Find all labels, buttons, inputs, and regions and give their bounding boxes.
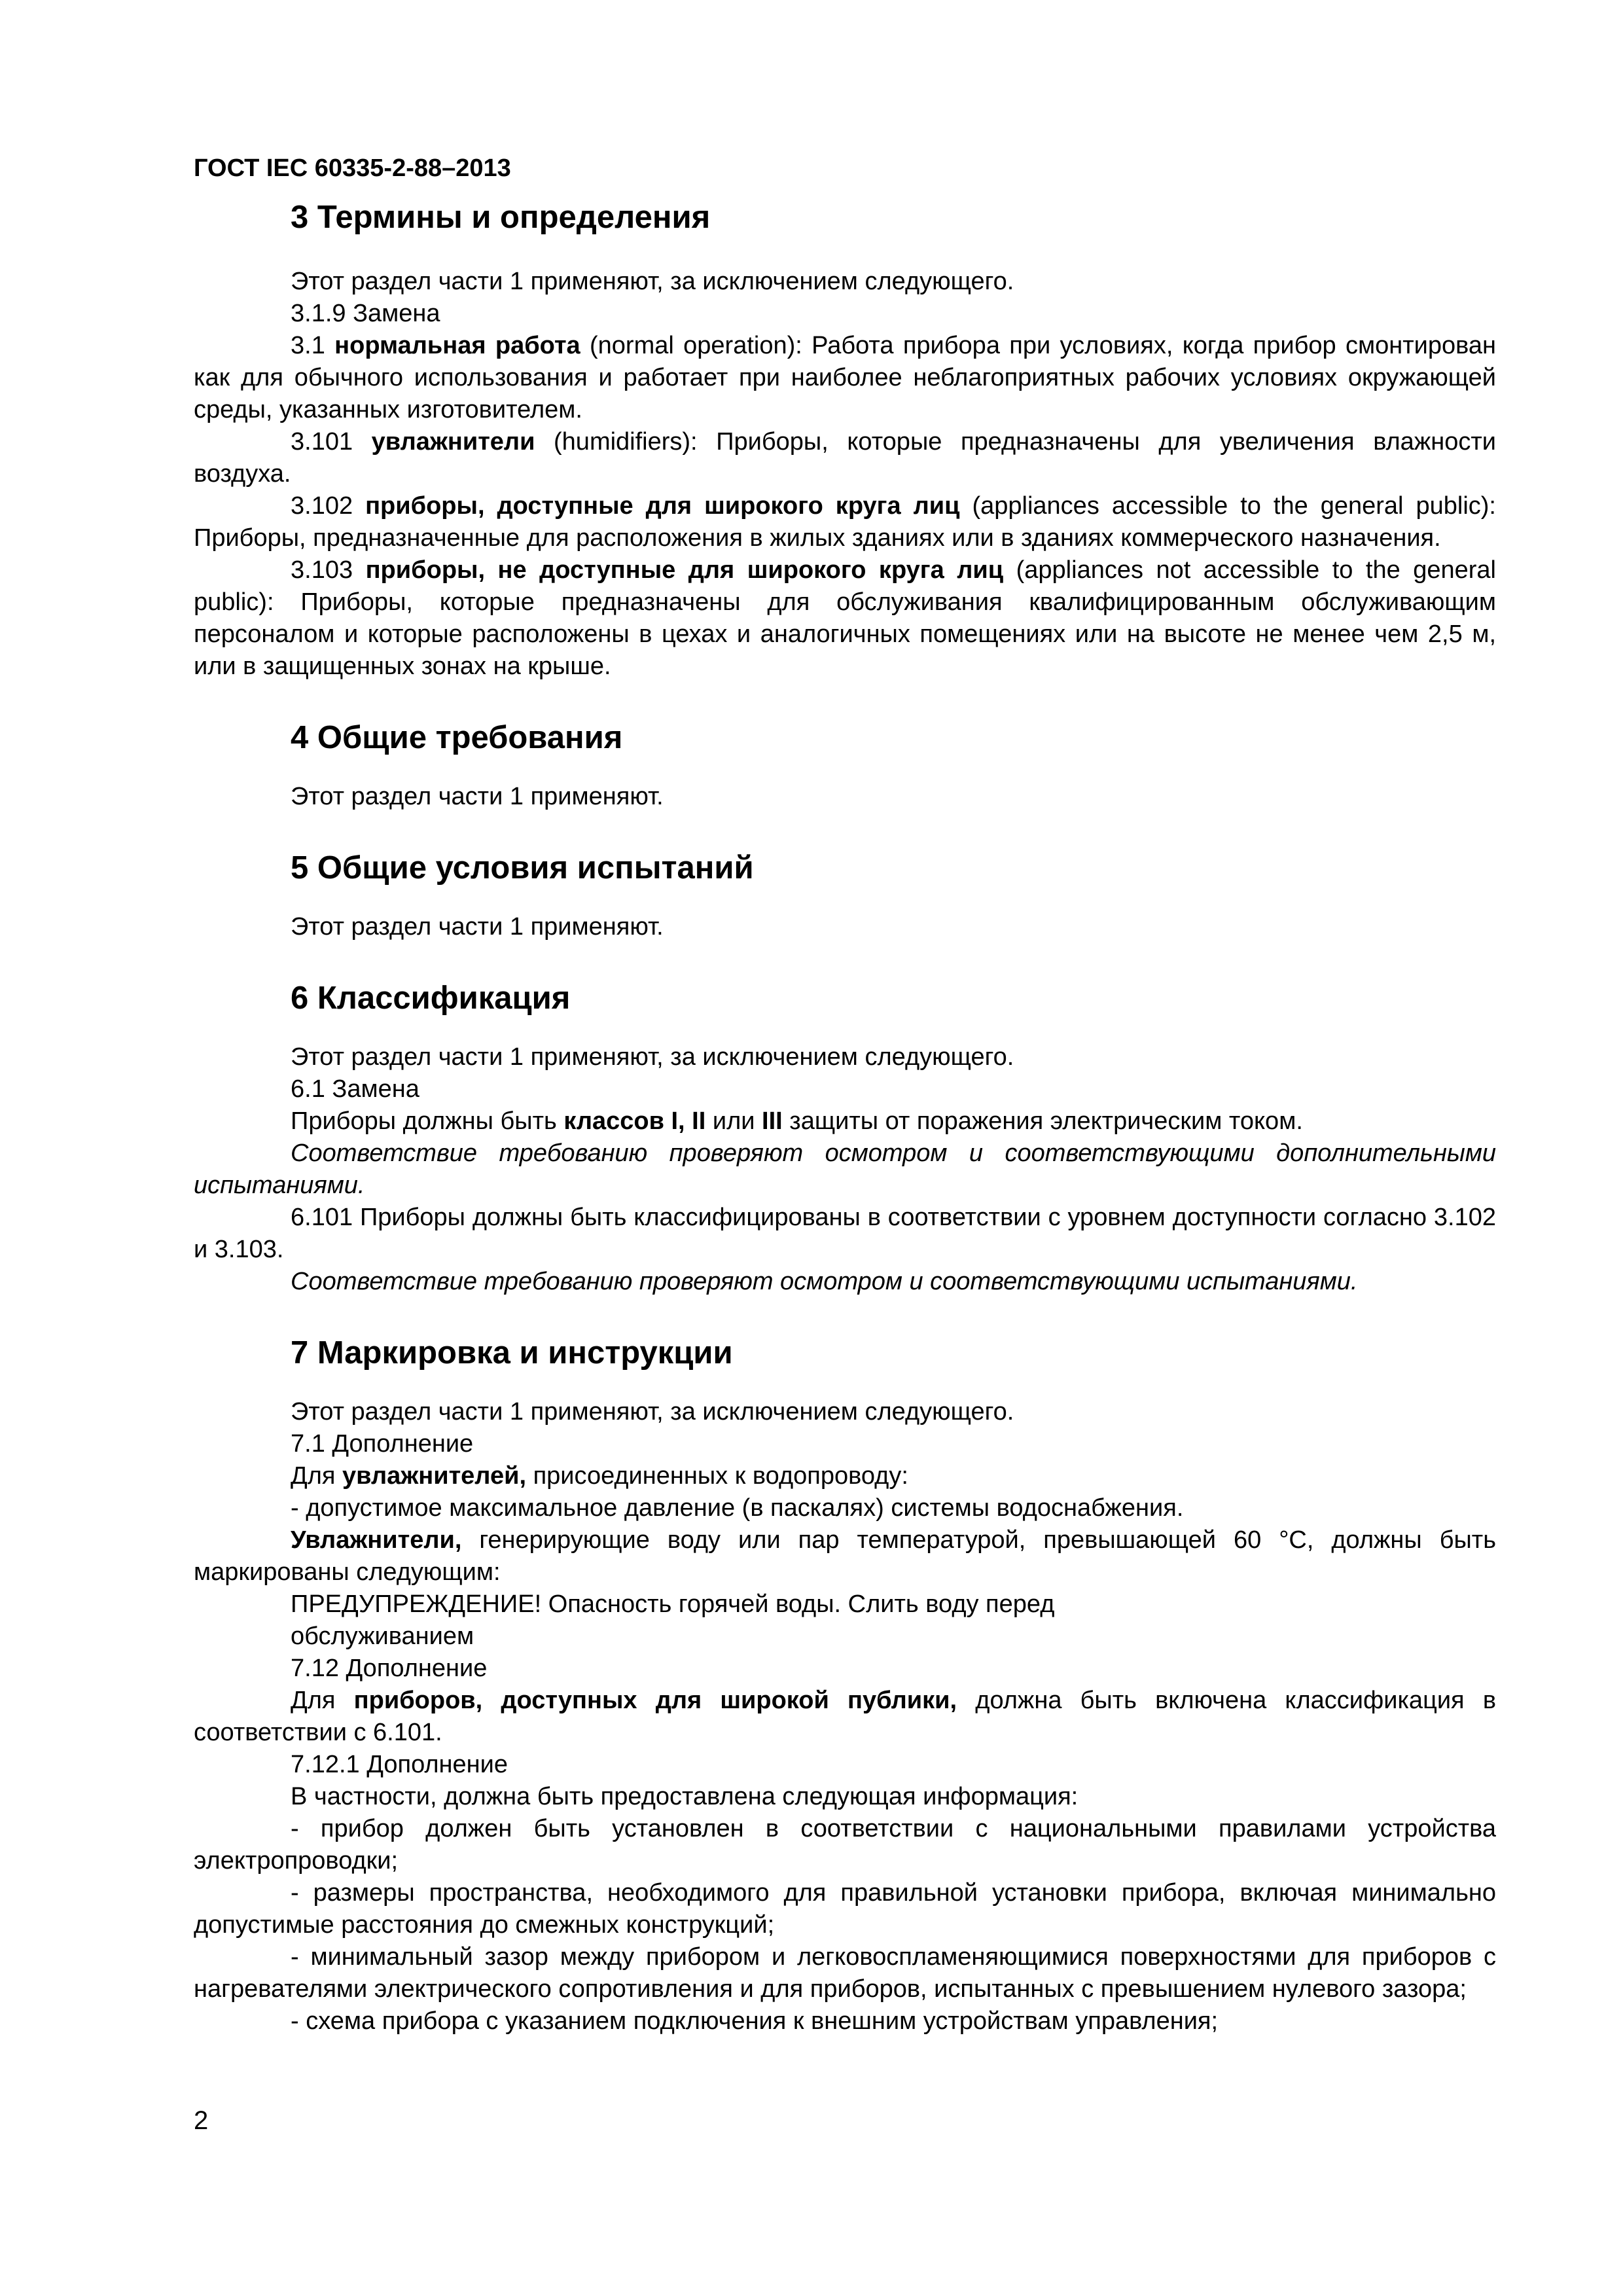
list-item: - минимальный зазор между прибором и легковоспламеняющимися поверхностями для приборов с нагревателями электрического сопротивления и для приборов, испытанных с превышением нулевого зазора; — [194, 1943, 1496, 2003]
text: защиты от поражения электрическим током. — [782, 1107, 1303, 1135]
definition-text: (appliances accessible to the general public): Приборы, предназначенные для расположения в жилых зданиях или в зданиях коммерческого назначения. — [194, 492, 1496, 552]
definition-text: (appliances not accessible to the general public): Приборы, которые предназначены для обслуживания квалифицированным обслуживающим персоналом и которые расположены в цехах и аналогичных помещениях или на высоте не менее чем 2,5 м, или в защищенных зонах на крыше. — [194, 556, 1497, 680]
section-5-title: 5 Общие условия испытаний — [291, 850, 754, 886]
term: нормальная работа — [334, 332, 580, 359]
section-5-text: Этот раздел части 1 применяют. — [291, 913, 664, 941]
clause-3-1-9: 3.1.9 Замена — [291, 300, 440, 327]
text: Для — [291, 1687, 354, 1714]
clause-number: 3.102 — [291, 492, 366, 520]
definition-3-103 — [194, 554, 1496, 683]
bold-term: Увлажнители, — [291, 1526, 462, 1554]
info-intro: В частности, должна быть предоставлена следующая информация: — [291, 1783, 1079, 1810]
bold-class-iii: III — [762, 1107, 783, 1135]
public-appliances-paragraph — [194, 1685, 1496, 1749]
max-pressure-item: - допустимое максимальное давление (в паскалях) системы водоснабжения. — [291, 1494, 1184, 1522]
clause-6-1: 6.1 Замена — [291, 1075, 419, 1103]
section-7-intro: Этот раздел части 1 применяют, за исключением следующего. — [291, 1398, 1014, 1426]
humidifiers-hot-water — [194, 1524, 1496, 1588]
definition-text: (humidifiers): Приборы, которые предназначены для увеличения влажности воздуха. — [194, 428, 1496, 488]
term: приборы, доступные для широкого круга лиц — [365, 492, 960, 520]
text: генерирующие воду или пар температурой, превышающей 60 °С, должны быть маркированы следующим: — [194, 1526, 1496, 1586]
warning-line-2: обслуживанием — [291, 1623, 474, 1650]
humidifiers-water-supply — [194, 1460, 1496, 1492]
bold-term: приборов, доступных для широкой публики, — [353, 1687, 957, 1714]
section-3-title: 3 Термины и определения — [291, 200, 711, 235]
text: должна быть включена классификация в соответствии с 6.101. — [194, 1687, 1496, 1746]
text: Приборы должны быть — [291, 1107, 564, 1135]
clause-7-12: 7.12 Дополнение — [291, 1655, 488, 1682]
section-6-intro: Этот раздел части 1 применяют, за исключением следующего. — [291, 1043, 1014, 1071]
section-7-title: 7 Маркировка и инструкции — [291, 1335, 733, 1371]
term: увлажнители — [371, 428, 535, 456]
clause-7-12-1: 7.12.1 Дополнение — [291, 1751, 508, 1778]
text: или — [705, 1107, 762, 1135]
clause-number: 3.1 — [291, 332, 335, 359]
section-3-intro: Этот раздел части 1 применяют, за исключением следующего. — [291, 268, 1014, 295]
section-6-title: 6 Классификация — [291, 980, 571, 1016]
document-code: ГОСТ IEC 60335-2-88–2013 — [194, 154, 511, 182]
definition-3-1 — [194, 330, 1496, 426]
section-4-text: Этот раздел части 1 применяют. — [291, 783, 664, 810]
clause-7-1: 7.1 Дополнение — [291, 1430, 474, 1458]
clause-6-101: 6.101 Приборы должны быть классифицированы в соответствии с уровнем доступности согласно 3.102 и 3.103. — [194, 1204, 1496, 1263]
text: Для — [291, 1462, 343, 1490]
compliance-check-1: Соответствие требованию проверяют осмотром и соответствующими дополнительными испытаниями. — [194, 1139, 1496, 1199]
term: приборы, не доступные для широкого круга лиц — [365, 556, 1004, 584]
definition-3-101 — [194, 426, 1496, 490]
classes-paragraph — [194, 1105, 1496, 1138]
page-body — [194, 196, 1496, 2037]
page-number: 2 — [194, 2106, 209, 2135]
section-4-title: 4 Общие требования — [291, 720, 623, 755]
list-item: - схема прибора с указанием подключения к внешним устройствам управления; — [291, 2007, 1219, 2035]
clause-number: 3.101 — [291, 428, 372, 456]
definition-3-102 — [194, 490, 1496, 554]
list-item: - прибор должен быть установлен в соответствии с национальными правилами устройства электропроводки; — [194, 1815, 1496, 1874]
clause-number: 3.103 — [291, 556, 366, 584]
warning-line-1: ПРЕДУПРЕЖДЕНИЕ! Опасность горячей воды. Слить воду перед — [291, 1590, 1055, 1618]
text: присоединенных к водопроводу: — [526, 1462, 908, 1490]
list-item: - размеры пространства, необходимого для правильной установки прибора, включая минимально допустимые расстояния до смежных конструкций; — [194, 1879, 1496, 1939]
definition-text: (normal operation): Работа прибора при условиях, когда прибор смонтирован как для обычного использования и работает при наиболее неблагоприятных рабочих условиях окружающей среды, указанных изготовителем. — [194, 332, 1496, 423]
bold-classes: классов I, II — [563, 1107, 706, 1135]
bold-term: увлажнителей, — [342, 1462, 527, 1490]
compliance-check-2: Соответствие требованию проверяют осмотром и соответствующими испытаниями. — [291, 1268, 1358, 1295]
